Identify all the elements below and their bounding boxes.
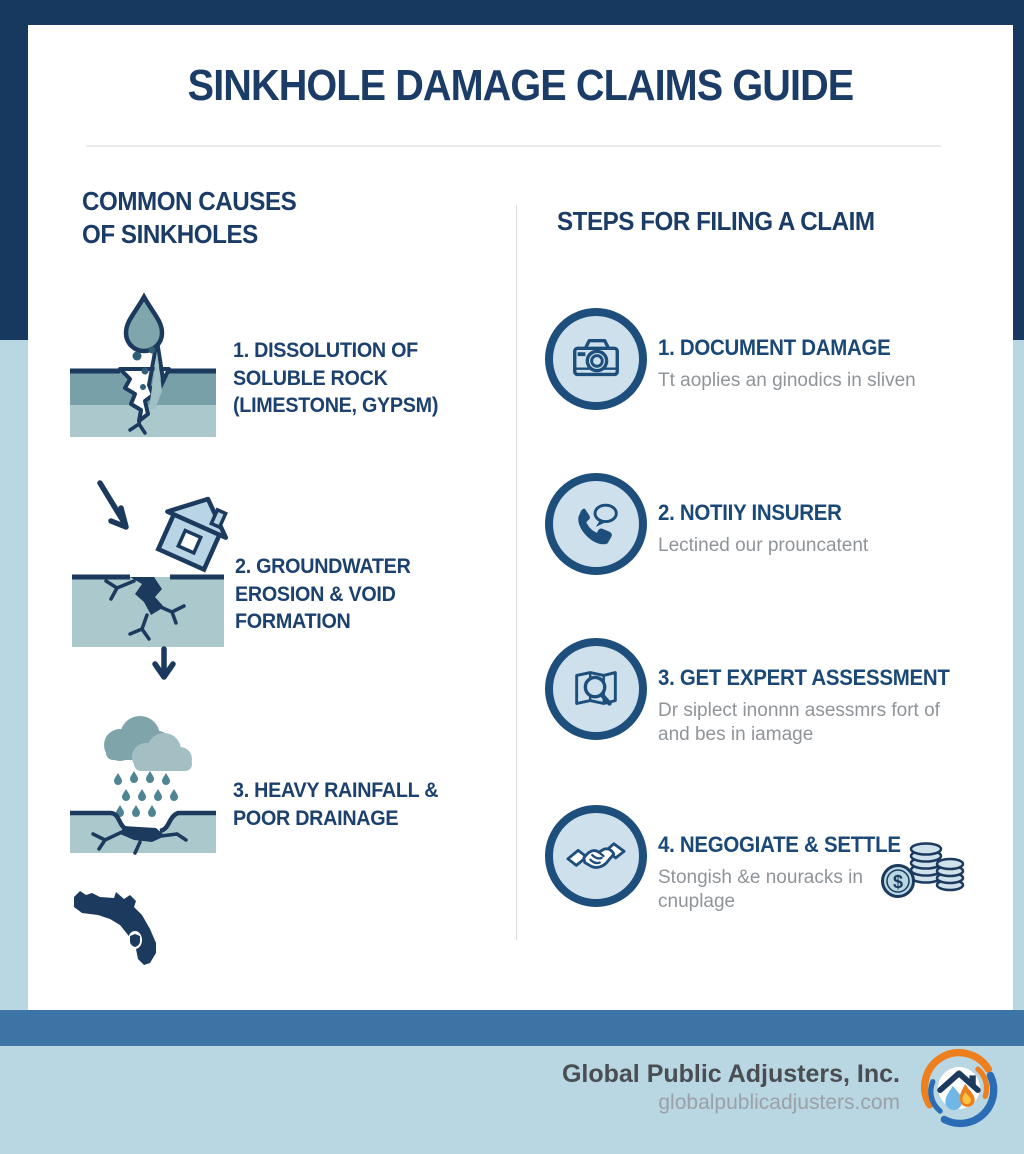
column-divider (516, 205, 517, 940)
step-2-circle (545, 473, 647, 575)
phone-call-icon (567, 495, 625, 553)
camera-icon (567, 330, 625, 388)
groundwater-erosion-illustration (70, 475, 238, 685)
step-3-description: Dr siplect inonnn asessmrs fort of and bes in iamage (658, 700, 940, 745)
step-1-circle (545, 308, 647, 410)
left-column-heading (82, 185, 296, 252)
heavy-rainfall-illustration (68, 705, 220, 855)
global-public-adjusters-logo-icon (915, 1044, 1003, 1132)
step-1-description: Tt aoplies an ginodics in sliven (658, 370, 916, 391)
handshake-icon (566, 831, 626, 881)
footer-company-name: Global Public Adjusters, Inc. (561, 1060, 900, 1088)
step-1-title: 1. DOCUMENT DAMAGE (658, 335, 891, 360)
step-3-circle (545, 638, 647, 740)
footer-stripe (0, 1010, 1024, 1046)
right-column-heading: STEPS FOR FILING A CLAIM (557, 206, 875, 236)
step-4-circle (545, 805, 647, 907)
magnifier-document-icon (567, 660, 625, 718)
svg-text:$: $ (892, 872, 904, 892)
left-heading-line1: COMMON CAUSES (82, 186, 297, 216)
content-card (28, 25, 1013, 1010)
left-heading-line2: OF SINKHOLES (82, 219, 258, 250)
step-4-description: Stongish &e nouracks in cnuplage (658, 867, 863, 912)
soluble-rock-dissolution-illustration (68, 291, 220, 441)
florida-map-icon (70, 885, 166, 977)
step-4-title: 4. NEGOGIATE & SETTLE (658, 832, 901, 857)
cause-2-label: 2. GROUNDWATER EROSION & VOID FORMATION (235, 555, 411, 634)
title-divider (86, 145, 941, 147)
page-title: SINKHOLE DAMAGE CLAIMS GUIDE (187, 61, 854, 110)
step-3-title: 3. GET EXPERT ASSESSMENT (658, 665, 950, 690)
footer-website: globalpublicadjusters.com (658, 1091, 900, 1114)
cause-1-label: 1. DISSOLUTION OF SOLUBLE ROCK (LIMESTONE, GYPSM) (233, 339, 439, 418)
footer-text-block (562, 1060, 900, 1115)
cause-3-label: 3. HEAVY RAINFALL & POOR DRAINAGE (233, 779, 439, 830)
step-2-title: 2. NOTIIY INSURER (658, 500, 842, 525)
money-coins-icon (878, 835, 966, 901)
step-2-description: Lectined our prouncatent (658, 535, 869, 556)
